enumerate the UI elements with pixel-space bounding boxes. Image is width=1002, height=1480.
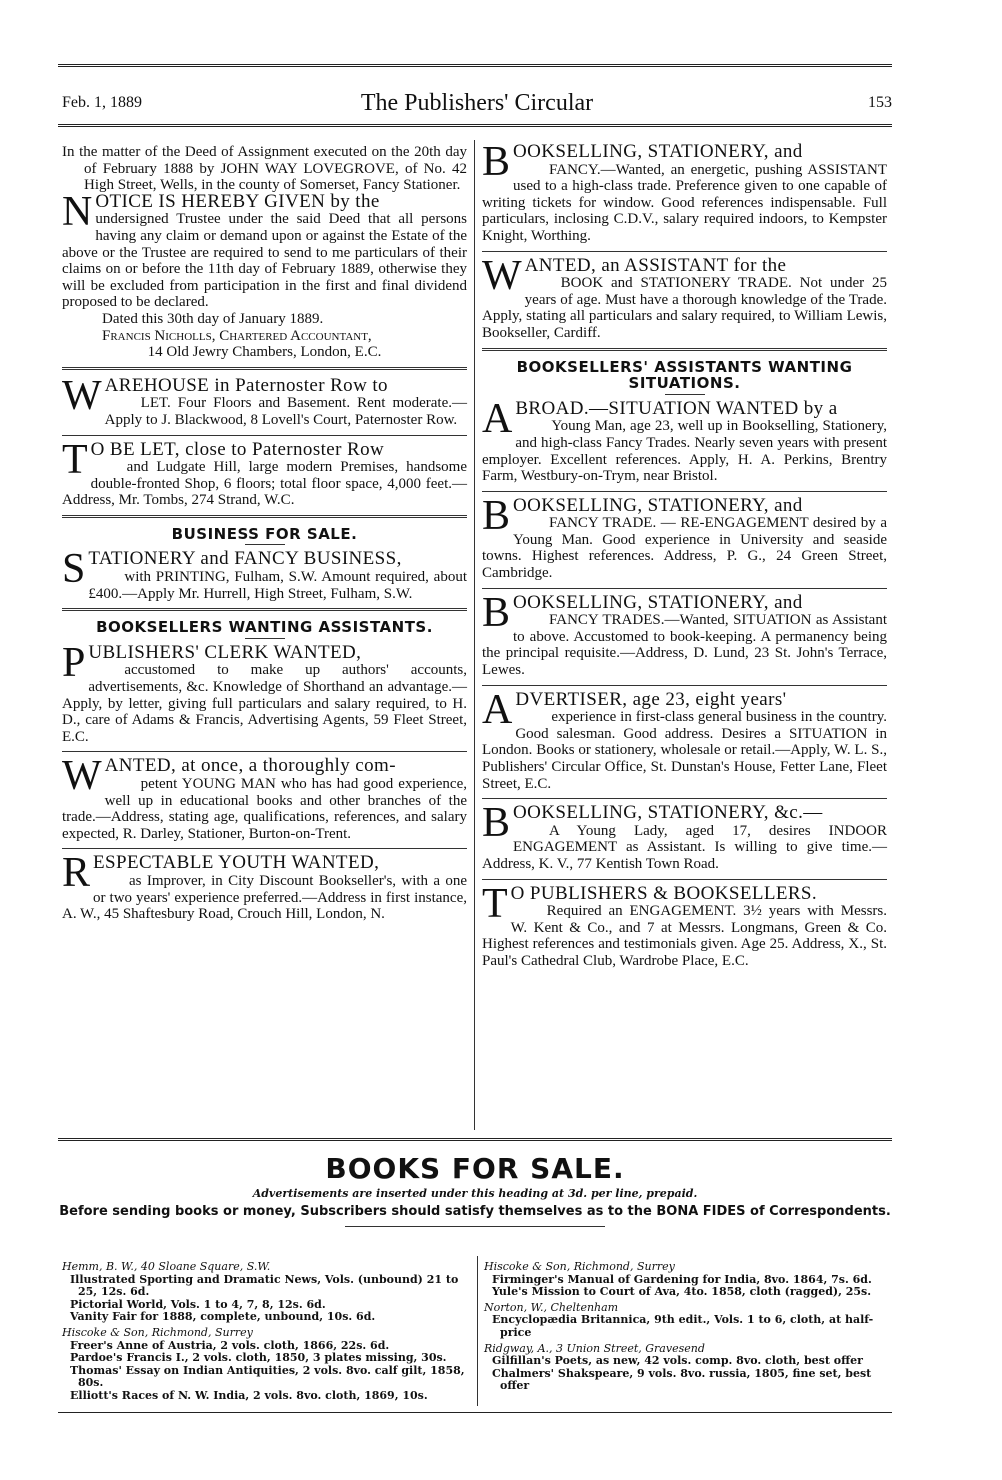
list-item: Pardoe's Francis I., 2 vols. cloth, 1850, 3 plates missing, 30s. xyxy=(70,1351,447,1365)
section-heading-wanting-assistants: BOOKSELLERS WANTING ASSISTANTS. xyxy=(96,618,433,637)
seller-name: Hiscoke & Son, Richmond, Surrey xyxy=(484,1260,675,1273)
issue-date: Feb. 1, 1889 xyxy=(62,94,142,111)
drop-cap: T xyxy=(482,880,508,927)
seller-name: Ridgway, A., 3 Union Street, Gravesend xyxy=(484,1341,705,1355)
list-item: Chalmers' Shakspeare, 9 vols. 8vo. russia, 1805, fine set, best offer xyxy=(492,1366,872,1393)
ad-stationery-business: STATIONERY and FANCY BUSINESS, with PRINTING, Fulham, S.W. Amount required, about £400.—Apply Mr. Hurrell, High Street, Fulham, S.W. xyxy=(62,546,467,602)
list-item: Elliott's Races of N. W. India, 2 vols. 8vo. cloth, 1869, 10s. xyxy=(70,1388,428,1402)
ad-young-lady: BOOKSELLING, STATIONERY, &c.— A Young Lady, aged 17, desires INDOOR ENGAGEMENT as Assistant. Is willing to give time.—Address, K. V., 77 Kentish Town Road. xyxy=(482,800,887,872)
ad-respectable-youth: RESPECTABLE YOUTH WANTED, as Improver, in City Discount Bookseller's, with a one or two years' experience preferred.—Address in first instance, A. W., 45 Shaftesbury Road, Crouch Hill, London, N. xyxy=(62,850,467,923)
list-item: Freer's Anne of Austria, 2 vols. cloth, 1866, 22s. 6d. xyxy=(70,1338,390,1352)
ad-to-be-let: T O BE LET, close to Paternoster Row and Ludgate Hill, large modern Premises, handsome double-fronted Shop, 6 floors; total floor space, 4,000 feet.—Address, Mr. Tombs, 274 Strand, W.C. xyxy=(62,436,467,509)
notice-signature: Francis Nicholls, Chartered Accountant, xyxy=(102,327,372,344)
drop-cap: B xyxy=(482,492,511,539)
list-divider xyxy=(477,1256,478,1406)
separator xyxy=(482,348,887,351)
books-list-right xyxy=(484,1258,889,1393)
ad-warehouse: WAREHOUSE in Paternoster Row to LET. Four Floors and Basement. Rent moderate.—Apply to J. Blackwood, 8 Lovell's Court, Paternoster Row. xyxy=(62,372,467,428)
drop-cap: W xyxy=(62,753,102,800)
list-item: Thomas' Essay on Indian Antiquities, 2 vols. 8vo. calf gilt, 1858, 80s. xyxy=(70,1363,465,1390)
list-item: Yule's Mission to Court of Ava, 4to. 1858, cloth (ragged), 25s. xyxy=(492,1285,872,1299)
list-item: Firminger's Manual of Gardening for India, 8vo. 1864, 7s. 6d. xyxy=(492,1272,872,1286)
drop-cap: B xyxy=(482,589,511,636)
separator xyxy=(482,491,887,492)
notice-address: 14 Old Jewry Chambers, London, E.C. xyxy=(147,344,382,361)
separator xyxy=(482,685,887,686)
drop-cap: B xyxy=(482,800,511,847)
books-for-sale-header xyxy=(58,1152,892,1227)
seller-name: Hemm, B. W., 40 Sloane Square, S.W. xyxy=(62,1260,271,1273)
ad-publishers-clerk: PUBLISHERS' CLERK WANTED, accustomed to make up authors' accounts, advertisements, &c. Knowledge of Shorthand an advantage.—Apply, by letter, giving full particulars and salary required, to H. D., care of Adams & Francis, Advertising Agents, 59 Fleet Street, E.C. xyxy=(62,639,467,745)
drop-cap: S xyxy=(62,546,86,593)
drop-cap: W xyxy=(62,372,102,419)
notice-assignment xyxy=(62,144,467,361)
drop-cap: B xyxy=(482,139,511,185)
separator xyxy=(62,751,467,752)
ad-wanted-assistant: WANTED, an ASSISTANT for the BOOK and STATIONERY TRADE. Not under 25 years of age. Must have a thorough knowledge of the Trade. Apply, stating all particulars and salary required, to William Lewis, Bookseller, Cardiff. xyxy=(482,252,887,341)
drop-cap: A xyxy=(482,395,513,442)
list-item: Encyclopædia Britannica, 9th edit., Vols. 1 to 6, cloth, at half-price xyxy=(492,1313,874,1339)
notice-dated: Dated this 30th day of January 1889. xyxy=(102,310,324,327)
books-list-left xyxy=(62,1258,472,1403)
ad-advertiser: ADVERTISER, age 23, eight years' experience in first-class general business in the country. Good salesman. Good address. Desires a SITUATION in London. Books or stationery, wholesale or retail.—Apply, W. L. S., Publishers' Circular Office, St. Dunstan's House, Fetter Lane, Fleet Street, E.C. xyxy=(482,686,887,792)
separator xyxy=(62,848,467,849)
drop-cap: R xyxy=(62,850,91,897)
seller-name: Norton, W., Cheltenham xyxy=(484,1300,619,1314)
notice-body: undersigned Trustee under the said Deed that all persons having any claim or demand upon or against the Estate of the above or the Trustee are required to send to me particulars of their claims on or before the 11th day of February 1889, otherwise they will be excluded from participation in the first and final dividend proposed to be declared. xyxy=(62,211,467,311)
ad-fancy-trades: BOOKSELLING, STATIONERY, and FANCY TRADES.—Wanted, SITUATION as Assistant to above. Accustomed to book-keeping. A permanency being the principal requisite.—Address, D. Lund, 23 St. John's Terrace, Lewes. xyxy=(482,589,887,679)
separator xyxy=(62,367,467,370)
notice-lead: OTICE IS HEREBY GIVEN by the xyxy=(95,190,380,212)
drop-cap: W xyxy=(482,252,522,299)
ad-bookselling-fancy: BOOKSELLING, STATIONERY, and FANCY.—Wanted, an energetic, pushing ASSISTANT used to a high-class trade. Preference given to one capable of writing tickets for window. Good references indispensable. Full particulars, inclosing C.D.V., salary required indoors, to Kempster Knight, Worthing. xyxy=(482,139,887,244)
section-rule xyxy=(58,1138,892,1141)
books-for-sale-warning: Before sending books or money, Subscribers should satisfy themselves as to the BONA FIDES of Correspondents. xyxy=(59,1204,891,1219)
drop-cap: A xyxy=(482,686,513,733)
books-for-sale-heading: BOOKS FOR SALE. xyxy=(325,1152,625,1185)
separator xyxy=(482,798,887,799)
page-header xyxy=(62,90,892,120)
top-rule xyxy=(58,64,892,67)
separator xyxy=(482,588,887,589)
separator xyxy=(482,879,887,880)
section-heading-business: BUSINESS FOR SALE. xyxy=(171,524,358,543)
ad-publishers-booksellers: T O PUBLISHERS & BOOKSELLERS. Required an ENGAGEMENT. 3½ years with Messrs. W. Kent & Co., and 7 at Messrs. Longmans, Green & Co. Highest references and testimonials given. Age 25. Address, X., St. Paul's Cathedral Club, Wardrobe Place, E.C. xyxy=(482,880,887,969)
ad-young-man: WANTED, at once, a thoroughly com- petent YOUNG MAN who has had good experience, well up in educational books and other branches of the trade.—Address, stating age, qualifications, references, and salary expected, R. Darley, Stationer, Burton-on-Trent. xyxy=(62,753,467,842)
ad-re-engagement: BOOKSELLING, STATIONERY, and FANCY TRADE. — RE-ENGAGEMENT desired by a Young Man. Good experience in University and seaside towns. Highest references. Address, P. G., 24 Green Street, Cambridge. xyxy=(482,492,887,582)
list-item: Vanity Fair for 1888, complete, unbound, 10s. 6d. xyxy=(70,1310,376,1324)
bottom-rule xyxy=(58,1412,892,1413)
section-heading-situations: BOOKSELLERS' ASSISTANTS WANTING SITUATIONS. xyxy=(516,357,853,393)
separator xyxy=(482,251,887,252)
notice-intro: In the matter of the Deed of Assignment executed on the 20th day of February 1888 by JOHN WAY LOVEGROVE, of No. 42 High Street, Wells, in the county of Somerset, Fancy Stationer. xyxy=(62,144,467,194)
separator xyxy=(62,435,467,436)
drop-cap: T xyxy=(62,436,88,483)
drop-cap: N xyxy=(62,188,93,235)
separator xyxy=(62,608,467,611)
list-item: Gilfillan's Poets, as new, 42 vols. comp. 8vo. cloth, best offer xyxy=(492,1354,863,1368)
left-column xyxy=(62,144,467,929)
right-column xyxy=(482,139,887,976)
drop-cap: P xyxy=(62,639,86,686)
journal-title: The Publishers' Circular xyxy=(360,90,594,116)
column-divider xyxy=(474,140,475,1130)
page-number: 153 xyxy=(868,94,892,111)
list-item: Pictorial World, Vols. 1 to 4, 7, 8, 12s. 6d. xyxy=(70,1297,326,1311)
seller-name: Hiscoke & Son, Richmond, Surrey xyxy=(62,1325,253,1339)
books-for-sale-note: Advertisements are inserted under this heading at 3d. per line, prepaid. xyxy=(252,1187,698,1200)
list-item: Illustrated Sporting and Dramatic News, Vols. (unbound) 21 to 25, 12s. 6d. xyxy=(70,1272,459,1299)
header-rule xyxy=(58,124,892,127)
separator xyxy=(62,515,467,518)
ad-abroad: ABROAD.—SITUATION WANTED by a Young Man, age 23, well up in Bookselling, Stationery, and high-class Fancy Trades. Nearly seven years with present employer. Excellent references. Apply, H. A. Perkins, Brentry Farm, Westbury-on-Trym, near Bristol. xyxy=(482,395,887,485)
